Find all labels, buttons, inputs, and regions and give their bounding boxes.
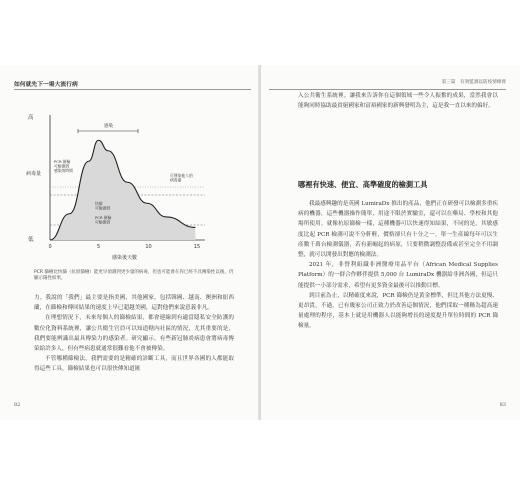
running-header-title: 如何就先下一場大流行病 <box>14 82 78 88</box>
left-page <box>0 65 259 420</box>
x-tick-label: 15 <box>193 244 201 250</box>
x-tick-labels <box>49 244 201 250</box>
x-axis-label: 感染後天數 <box>112 255 138 261</box>
header-rule <box>14 89 251 90</box>
x-tick-label: 5 <box>96 244 101 250</box>
left-paragraph: 在理想情況下，未來每個人的篩檢結果，都會連線到有適當隱私安全防護的數位化資料系統裡，讓公共衛生官員可以知道轄內社區的情況，尤其重要的是，我們要能辨識出最具傳染力的感染者。研究顯示，有些新冠肺炎病患會將病毒傳染給許多人，但有些病患就通常很難看他不會被傳染。 <box>34 315 234 353</box>
x-tick-label: 0 <box>48 244 52 250</box>
book-spread <box>0 65 520 420</box>
x-tick-label: 10 <box>145 244 152 250</box>
right-paragraph: 我最感興趣的是英國 LumiraDx 推出的產品，他們正在研發可以檢測多重疾病的機器，這些機器操作簡單，用途不限於實驗室，還可以在藥局、學校和其他場所使用。就像抗原篩檢一樣，這種機器可以快速得知結果，不同的是，其敏感度比起 PCR 檢測可說不分軒輊，價格卻只有十分之一。單一生產線每年可以生產數千萬台檢測儀器，若有新崛起的病原，只要稍微調整設備或甚至完全不用調整，就可以開發出對應的檢測法。 <box>298 201 498 259</box>
right-page <box>261 65 520 420</box>
antigen-detection-label: 快篩可檢測到 <box>95 201 111 211</box>
left-paragraph: 不管哪種篩檢法，我們需要的是精確的診斷工具，而且世界各國的人都能取得這些工具，篩檢結果也可以很快傳知道匯 <box>34 356 234 373</box>
running-header-chapter: 第三篇 有效監測以防疫情爆發 <box>441 80 506 85</box>
left-page-body <box>34 293 234 375</box>
right-paragraph: 入公共衛生系統裡。讓我來告訴你在這個領域一些令人振奮的成果，當然我會以能夠同時協助最貧窮國家和富裕國家的新興發明為主，這是我一直以來的偏好。 <box>298 93 498 110</box>
y-axis-label: 病毒量 <box>26 171 42 177</box>
infection-window-label: 感染 <box>104 124 113 129</box>
right-paragraph: 2021 年，非營利組織非洲醫療用品平台（African Medical Supplies Platform）的一群合作夥伴提供 5,000 台 LumiraDx 機器給非洲各國，但這只能提供一小部分需求，希望有更多資金最後可以推動目標。 <box>298 262 498 289</box>
right-page-top-paragraph <box>298 91 498 111</box>
right-paragraph: 到目前為止，以精確度來說，PCR 篩檢仍是黃金標準，但比其他方法更慢、更昂貴，不過，已有幾家公司正致力於改善這個情況，他們採取一種稱為超高速量處理的程序，基本上就是用機器人以能夠增長的速度提升單位時間的 PCR 篩檢量。 <box>298 292 498 330</box>
viral-load-chart <box>20 105 220 265</box>
pcr-detection-label: PCR 篩檢可檢測到感染的時間 <box>54 159 73 174</box>
antigen-pcr-label: PCR 篩檢可檢測到 <box>95 215 112 225</box>
y-top-label: 高 <box>28 115 34 121</box>
left-paragraph: 力。我說的「我們」最主要是指美國，其他國家，包括韓國、越南、澳洲和紐西蘭，在篩檢和傳回結果的速度上早已超越美國，這對他們來說意義非凡。 <box>34 295 234 312</box>
figure-caption: PCR 篩檢比快篩（抗原篩檢）能更早偵測到更少量的病毒，但也可能會在你已經不具傳染性以後，仍顯示陽性結果。 <box>34 270 234 281</box>
header-rule <box>269 89 506 90</box>
section-heading: 哪裡有快速、便宜、高準確度的檢測工具 <box>298 180 428 189</box>
right-page-body <box>298 199 498 332</box>
y-bottom-label: 低 <box>28 237 34 243</box>
infectious-threshold-label: 可傳染他人的病毒量 <box>170 173 193 183</box>
viral-load-area <box>50 140 195 240</box>
page-number-right: 83 <box>499 402 506 408</box>
page-number-left: 82 <box>14 402 21 408</box>
